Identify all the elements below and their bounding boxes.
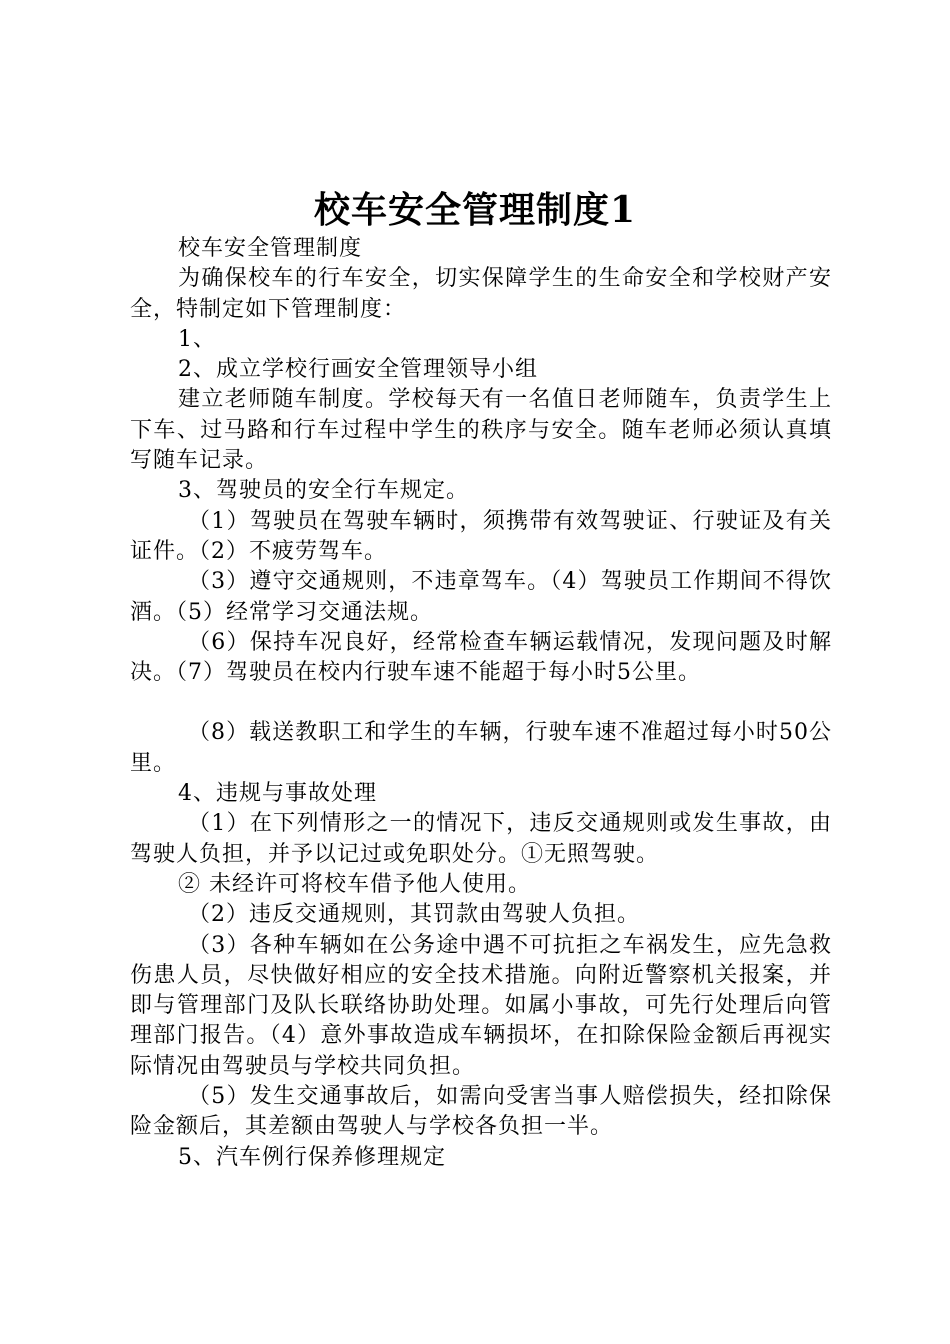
paragraph-item-2: 2、成立学校行画安全管理领导小组 <box>178 357 538 383</box>
paragraph-violation-2: ② 未经许可将校车借予他人使用。 <box>178 871 531 897</box>
paragraph-compensation-rule: （5）发生交通事故后，如需向受害当事人赔偿损失，经扣除保险金额后，其差额由驾驶人与学校各负担一半。 <box>130 1084 832 1140</box>
paragraph-item-1: 1、 <box>178 326 216 352</box>
paragraph-driver-rule-6: （6）保持车况良好，经常检查车辆运载情况，发现问题及时解决。（7）驾驶员在校内行驶车速不能超于每小时5公里。 <box>130 629 832 686</box>
paragraph-fine-rule: （2）违反交通规则，其罚款由驾驶人负担。 <box>188 902 640 928</box>
blank-line <box>130 688 832 718</box>
paragraph-driver-rule-8: （8）载送教职工和学生的车辆，行驶车速不准超过每小时50公里。 <box>130 720 832 776</box>
paragraph-item-4: 4、违规与事故处理 <box>178 781 377 807</box>
paragraph-driver-rule-1: （1）驾驶员在驾驶车辆时，须携带有效驾驶证、行驶证及有关证件。（2）不疲劳驾车。 <box>130 508 832 564</box>
document-title: 校车安全管理制度1 <box>313 189 637 231</box>
paragraph-heading: 校车安全管理制度 <box>178 236 363 261</box>
paragraph-item-3: 3、驾驶员的安全行车规定。 <box>178 478 469 504</box>
document-body <box>130 234 832 1173</box>
paragraph-intro: 为确保校车的行车安全，切实保障学生的生命安全和学校财产安全，特制定如下管理制度： <box>130 266 832 322</box>
paragraph-accident-rule: （3）各种车辆如在公务途中遇不可抗拒之车祸发生，应先急救伤患人员，尽快做好相应的安全技术措施。向附近警察机关报案，并即与管理部门及队长联络协助处理。如属小事故，可先行处理后向管理部门报告。（4）意外事故造成车辆损坏，在扣除保险金额后再视实际情况由驾驶员与学校共同负担。 <box>130 932 832 1079</box>
paragraph-violation-1: （1）在下列情形之一的情况下，违反交通规则或发生事故，由驾驶人负担，并予以记过或免职处分。①无照驾驶。 <box>130 811 832 867</box>
paragraph-driver-rule-3: （3）遵守交通规则，不违章驾车。（4）驾驶员工作期间不得饮酒。（5）经常学习交通法规。 <box>130 569 832 625</box>
paragraph-teacher-rule: 建立老师随车制度。学校每天有一名值日老师随车，负责学生上下车、过马路和行车过程中学生的秩序与安全。随车老师必须认真填写随车记录。 <box>130 387 832 474</box>
paragraph-item-5: 5、汽车例行保养修理规定 <box>178 1144 446 1170</box>
